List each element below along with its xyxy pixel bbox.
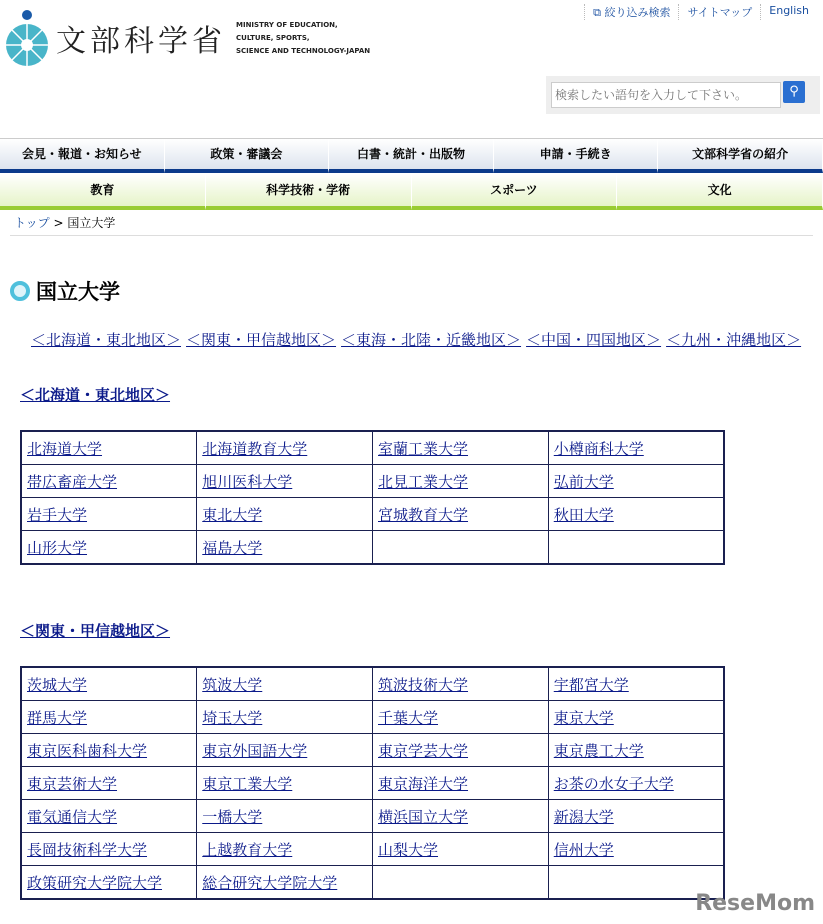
search-input[interactable]	[551, 82, 781, 108]
logo-emblem-icon	[4, 8, 50, 68]
breadcrumb-separator: >	[53, 216, 64, 230]
table-cell	[197, 431, 373, 465]
university-link[interactable]: 北見工業大学	[378, 472, 469, 491]
nav-item[interactable]: 白書・統計・出版物	[329, 139, 494, 173]
university-link[interactable]: 東北大学	[202, 505, 263, 524]
university-link[interactable]: 群馬大学	[27, 708, 88, 727]
table-cell	[548, 498, 724, 531]
table-cell	[197, 465, 373, 498]
nav-item[interactable]: スポーツ	[412, 174, 618, 210]
university-link[interactable]: 千葉大学	[378, 708, 439, 727]
table-cell	[21, 767, 197, 800]
english-link[interactable]: English	[760, 4, 817, 20]
university-link[interactable]: 電気通信大学	[27, 807, 118, 826]
university-link[interactable]: 総合研究大学院大学	[202, 873, 338, 892]
table-cell	[21, 431, 197, 465]
university-link[interactable]: 福島大学	[202, 538, 263, 557]
university-link[interactable]: 室蘭工業大学	[378, 439, 469, 458]
secondary-nav	[0, 174, 823, 210]
logo-english: MINISTRY OF EDUCATION, CULTURE, SPORTS, SCIENCE AND TECHNOLOGY-JAPAN	[236, 20, 371, 55]
table-cell	[197, 701, 373, 734]
university-link[interactable]: 東京大学	[553, 708, 614, 727]
table-cell	[373, 734, 549, 767]
university-link[interactable]: 東京学芸大学	[378, 741, 469, 760]
university-link[interactable]: 山形大学	[27, 538, 88, 557]
table-row	[21, 800, 724, 833]
university-link[interactable]: 埼玉大学	[202, 708, 263, 727]
breadcrumb-current: 国立大学	[67, 216, 116, 230]
region-link[interactable]: ＜関東・甲信越地区＞	[186, 331, 337, 349]
university-link[interactable]: 筑波技術大学	[378, 675, 469, 694]
university-link[interactable]: 東京外国語大学	[202, 741, 308, 760]
university-link[interactable]: 横浜国立大学	[378, 807, 469, 826]
table-cell	[548, 734, 724, 767]
university-link[interactable]: 政策研究大学院大学	[27, 873, 163, 892]
table-row	[21, 734, 724, 767]
table-row	[21, 498, 724, 531]
region-links	[31, 329, 801, 350]
table-cell	[548, 431, 724, 465]
table-cell	[21, 465, 197, 498]
university-link[interactable]: 帯広畜産大学	[27, 472, 118, 491]
search-icon: ⚲	[789, 84, 799, 99]
search-filter-icon: ⧉	[593, 6, 605, 19]
table-cell	[373, 866, 549, 900]
breadcrumb	[14, 214, 115, 231]
nav-item[interactable]: 文部科学省の紹介	[658, 139, 823, 173]
table-cell	[548, 767, 724, 800]
search-box	[546, 76, 820, 114]
university-link[interactable]: 小樽商科大学	[553, 439, 644, 458]
divider	[10, 235, 813, 236]
breadcrumb-home[interactable]: トップ	[14, 216, 50, 230]
university-link[interactable]: 北海道教育大学	[202, 439, 308, 458]
section-heading[interactable]: ＜北海道・東北地区＞	[20, 386, 171, 404]
nav-item[interactable]: 政策・審議会	[165, 139, 330, 173]
region-link[interactable]: ＜北海道・東北地区＞	[31, 331, 182, 349]
nav-item[interactable]: 科学技術・学術	[206, 174, 412, 210]
table-cell	[373, 800, 549, 833]
table-cell	[548, 701, 724, 734]
logo-text: 文部科学省	[56, 24, 226, 59]
table-cell	[21, 498, 197, 531]
table-cell	[373, 465, 549, 498]
table-row	[21, 866, 724, 900]
table-row	[21, 667, 724, 701]
table-cell	[373, 531, 549, 565]
university-link[interactable]: 信州大学	[553, 840, 614, 859]
region-link[interactable]: ＜東海・北陸・近畿地区＞	[341, 331, 522, 349]
university-link[interactable]: 秋田大学	[553, 505, 614, 524]
university-link[interactable]: 長岡技術科学大学	[27, 840, 148, 859]
university-table	[20, 666, 725, 900]
table-row	[21, 531, 724, 565]
university-link[interactable]: 山梨大学	[378, 840, 439, 859]
table-cell	[548, 800, 724, 833]
filter-search-link[interactable]: ⧉ 絞り込み検索	[584, 4, 678, 20]
ministry-logo[interactable]	[4, 8, 370, 68]
nav-item[interactable]: 申請・手続き	[494, 139, 659, 173]
university-link[interactable]: 旭川医科大学	[202, 472, 293, 491]
search-button[interactable]	[783, 81, 805, 103]
section-heading[interactable]: ＜関東・甲信越地区＞	[20, 622, 171, 640]
university-link[interactable]: 弘前大学	[553, 472, 614, 491]
table-cell	[197, 833, 373, 866]
table-row	[21, 465, 724, 498]
nav-item[interactable]: 会見・報道・お知らせ	[0, 139, 165, 173]
table-row	[21, 833, 724, 866]
university-link[interactable]: 茨城大学	[27, 675, 88, 694]
table-cell	[21, 531, 197, 565]
table-cell	[197, 667, 373, 701]
university-link[interactable]: 宇都宮大学	[553, 675, 629, 694]
region-link[interactable]: ＜九州・沖縄地区＞	[666, 331, 802, 349]
university-link[interactable]: 一橋大学	[202, 807, 263, 826]
university-link[interactable]: 東京芸術大学	[27, 774, 118, 793]
primary-nav	[0, 138, 823, 173]
university-link[interactable]: 上越教育大学	[202, 840, 293, 859]
table-cell	[21, 734, 197, 767]
sitemap-link[interactable]: サイトマップ	[678, 4, 760, 20]
table-cell	[373, 701, 549, 734]
university-link[interactable]: 新潟大学	[553, 807, 614, 826]
table-cell	[548, 833, 724, 866]
table-cell	[197, 767, 373, 800]
table-cell	[21, 833, 197, 866]
table-cell	[373, 833, 549, 866]
university-link[interactable]: お茶の水女子大学	[553, 774, 674, 793]
university-link[interactable]: 東京工業大学	[202, 774, 293, 793]
university-link[interactable]: 岩手大学	[27, 505, 88, 524]
table-cell	[21, 800, 197, 833]
university-table	[20, 430, 725, 565]
bullet-icon	[10, 281, 30, 301]
table-cell	[197, 734, 373, 767]
table-cell	[548, 667, 724, 701]
university-link[interactable]: 宮城教育大学	[378, 505, 469, 524]
table-row	[21, 701, 724, 734]
nav-item[interactable]: 教育	[0, 174, 206, 210]
table-cell	[373, 498, 549, 531]
university-link[interactable]: 北海道大学	[27, 439, 103, 458]
table-cell	[197, 531, 373, 565]
table-cell	[21, 667, 197, 701]
table-cell	[197, 866, 373, 900]
table-row	[21, 767, 724, 800]
region-link[interactable]: ＜中国・四国地区＞	[526, 331, 662, 349]
table-cell	[197, 800, 373, 833]
nav-item[interactable]: 文化	[617, 174, 823, 210]
university-link[interactable]: 東京農工大学	[553, 741, 644, 760]
utility-links	[584, 4, 817, 20]
table-cell	[373, 667, 549, 701]
table-cell	[548, 531, 724, 565]
university-link[interactable]: 東京海洋大学	[378, 774, 469, 793]
university-link[interactable]: 筑波大学	[202, 675, 263, 694]
watermark: ReseMom	[695, 891, 815, 916]
page-title	[10, 276, 120, 306]
table-cell	[373, 431, 549, 465]
table-cell	[21, 701, 197, 734]
table-cell	[548, 465, 724, 498]
table-cell	[197, 498, 373, 531]
university-link[interactable]: 東京医科歯科大学	[27, 741, 148, 760]
page-title-text: 国立大学	[36, 280, 120, 304]
table-cell	[373, 767, 549, 800]
table-row	[21, 431, 724, 465]
table-cell	[21, 866, 197, 900]
